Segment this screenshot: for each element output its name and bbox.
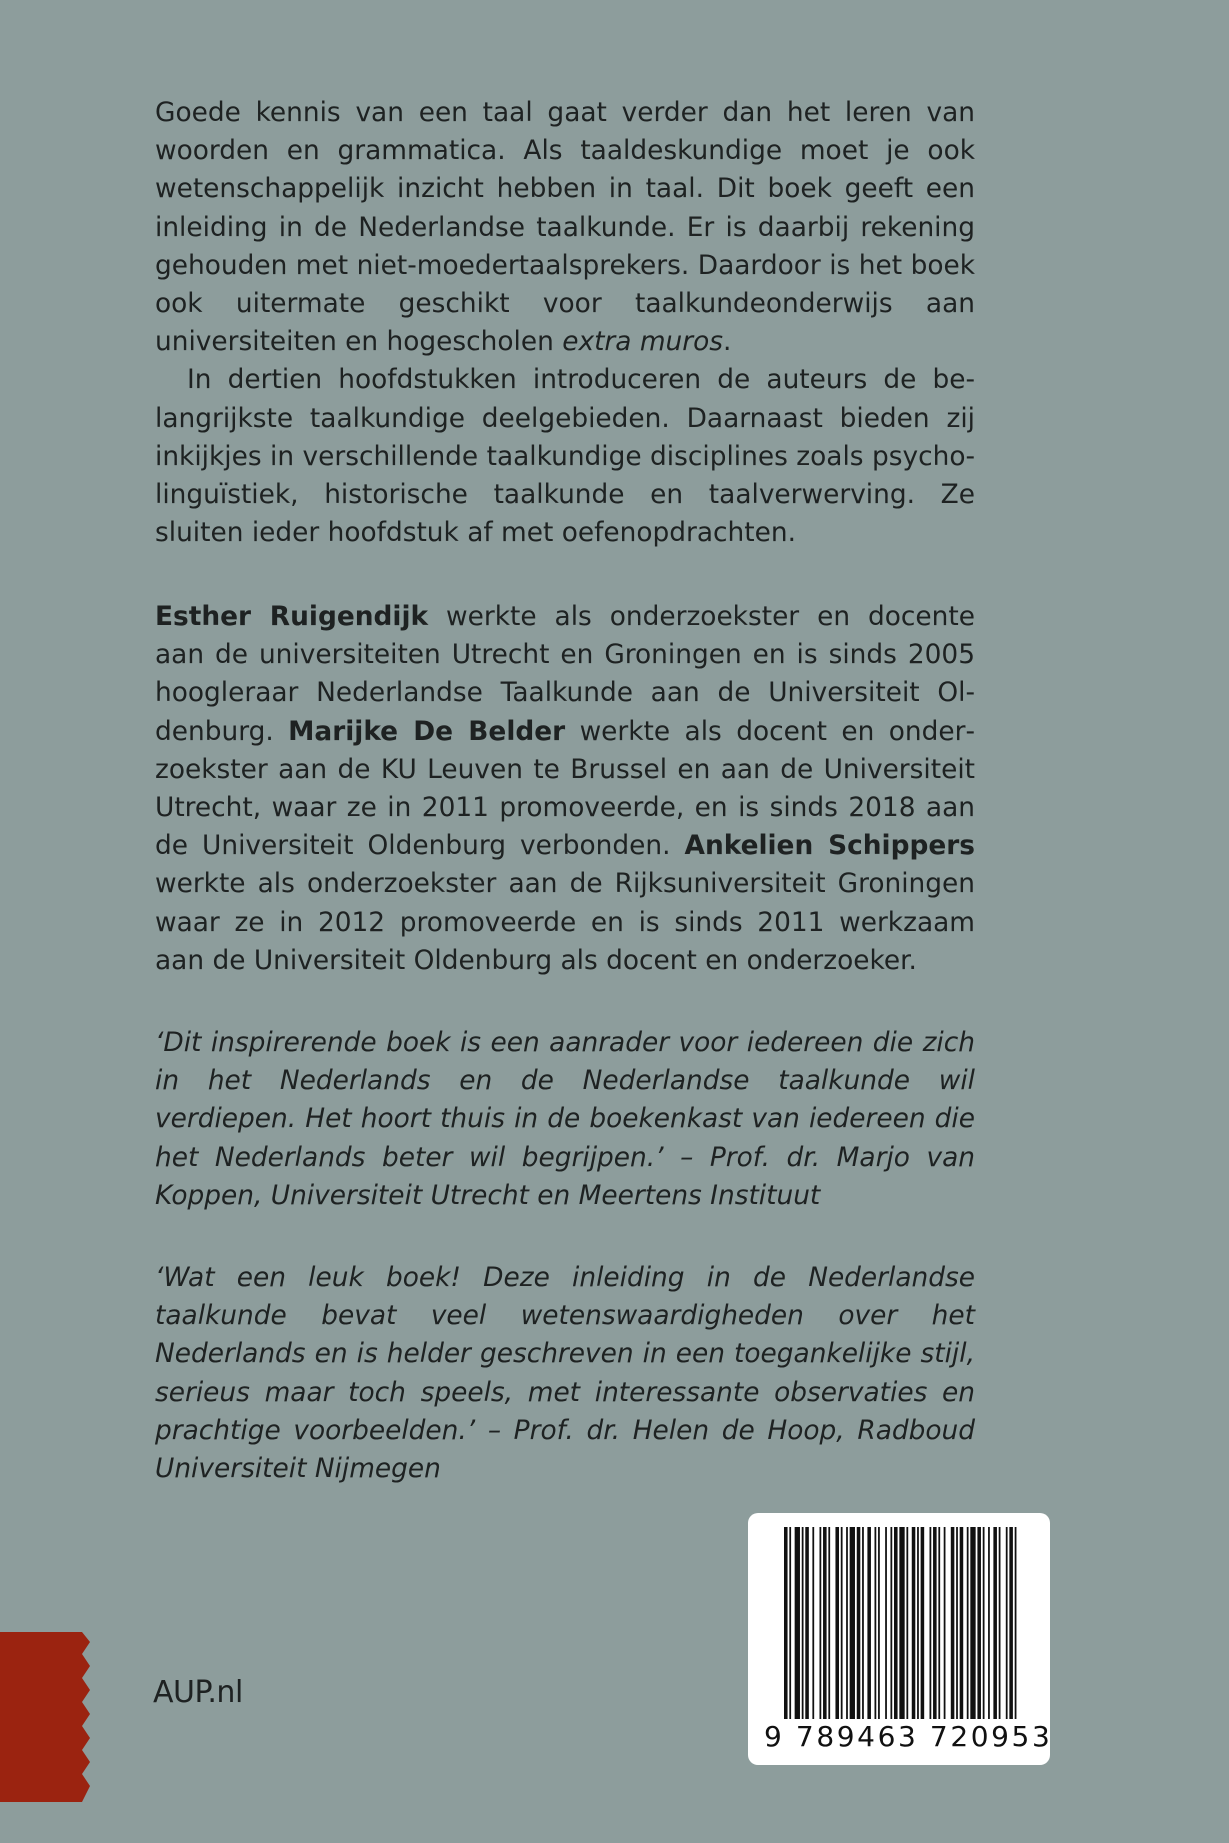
barcode-bar: [977, 1527, 981, 1719]
description-paragraph-2: In dertien hoofdstukken introduceren de auteurs de belangrijkste taalkundige deelgebieden. Daarnaast bieden zij inkijkjes in verschillende taalkundige disciplines zoals psycholinguïstiek, historische taalkunde en taalverwerving. Ze sluiten ieder hoofdstuk af met oefenopdrachten.: [155, 364, 975, 549]
description-paragraph-1-end: .: [723, 326, 732, 358]
barcode-bar: [819, 1527, 821, 1719]
isbn-barcode: [748, 1513, 1053, 1765]
barcode-bar: [789, 1527, 791, 1719]
book-description: [155, 94, 975, 552]
barcode-bar: [960, 1527, 964, 1719]
barcode-bar: [930, 1527, 932, 1719]
description-paragraph-1-italic: extra muros: [562, 326, 724, 358]
review-quote-text: ‘Dit inspirerende boek is een aanrader voor iedereen die zich in het Nederlands en de Nederlandse taalkunde wil verdiepen. Het hoort thuis in de boekenkast van iedereen die het Nederlands beter wil begrijpen.’ – Prof. dr. Marjo van Koppen, Universiteit Utrecht en Meertens Instituut: [155, 1027, 975, 1211]
barcode-bar: [841, 1527, 843, 1719]
author-bios: [155, 598, 975, 980]
review-quote: [155, 1259, 975, 1488]
barcode-icon: [784, 1527, 1020, 1719]
barcode-bar: [828, 1527, 830, 1719]
barcode-bar: [1015, 1527, 1017, 1719]
barcode-bar: [899, 1527, 904, 1719]
barcode-bar: [802, 1527, 804, 1719]
author-bio-3: werkte als onderzoekster aan de Rijksuniversiteit Groningen waar ze in 2012 promoveerde en is sinds 2011 werkzaam aan de Universiteit Oldenburg als docent en onderzoeker.: [155, 868, 975, 976]
barcode-bar: [1009, 1527, 1013, 1719]
author-name-1: Esther Ruigendijk: [155, 601, 429, 632]
barcode-bar: [784, 1527, 788, 1719]
barcode-bar: [835, 1527, 839, 1719]
barcode-bar: [862, 1527, 864, 1719]
barcode-bar: [983, 1527, 985, 1719]
barcode-bar: [938, 1527, 940, 1719]
barcode-bar: [956, 1527, 958, 1719]
barcode-bar: [988, 1527, 990, 1719]
barcode-bar: [944, 1527, 946, 1719]
description-paragraph-1-text: Goede kennis van een taal gaat verder dan het leren van woorden en grammatica. Als taaldeskundige moet je ook wetenschappelijk inzicht hebben in taal. Dit boek geeft een inleiding in de Nederlandse taalkunde. Er is daarbij rekening gehouden met niet-moedertaalsprekers. Daardoor is het boek ook uitermate geschikt voor taalkundeonderwijs aan universiteiten en hogescholen: [155, 97, 975, 358]
barcode-bar: [967, 1527, 969, 1719]
author-name-2: Marijke De Belder: [288, 715, 566, 747]
barcode-bar: [805, 1527, 809, 1719]
author-bios-paragraph: [155, 598, 975, 980]
publisher-mark-shape: [0, 1632, 90, 1802]
barcode-bar: [878, 1527, 880, 1719]
barcode-bar: [906, 1527, 908, 1719]
publisher-logo-icon: [0, 1632, 94, 1802]
barcode-bar: [795, 1527, 800, 1719]
barcode-bar: [885, 1527, 887, 1719]
barcode-bar: [999, 1527, 1001, 1719]
description-paragraph-1: [155, 94, 975, 361]
author-bio-1: werkte als onderzoekster en docente aan de universiteiten Utrecht en Groningen en is sinds 2005 hoogleraar Nederlandse Taalkunde aan de Universiteit Oldenburg.: [155, 601, 975, 747]
barcode-bar: [890, 1527, 892, 1719]
review-quote: [155, 1024, 975, 1215]
barcode-bar: [912, 1527, 916, 1719]
barcode-bar: [846, 1527, 848, 1719]
author-bio-2: werkte als docent en onderzoekster aan de KU Leuven te Brussel en aan de Universiteit Utrecht, waar ze in 2011 promoveerde, en is sinds 2018 aan de Universiteit Oldenburg verbonden.: [155, 715, 975, 862]
barcode-bar: [933, 1527, 937, 1719]
barcode-bar: [970, 1527, 975, 1719]
barcode-bar: [857, 1527, 861, 1719]
barcode-bar: [850, 1527, 855, 1719]
review-quote-text: ‘Wat een leuk boek! Deze inleiding in de Nederlandse taalkunde bevat veel wetenswaardigheden over het Nederlands en is helder geschreven in een toegankelijke stijl, serieus maar toch speels, met interessante observaties en prachtige voorbeelden.’ – Prof. dr. Helen de Hoop, Radboud Universiteit Nijmegen: [155, 1262, 975, 1485]
barcode-bar: [894, 1527, 898, 1719]
barcode-bar: [1006, 1527, 1008, 1719]
barcode-bar: [823, 1527, 827, 1719]
barcode-bar: [812, 1527, 814, 1719]
barcode-bar: [951, 1527, 955, 1719]
barcode-bar: [917, 1527, 919, 1719]
barcode-bar: [921, 1527, 925, 1719]
barcode-bar: [867, 1527, 871, 1719]
publisher-url: AUP.nl: [153, 1675, 243, 1710]
barcode-bar: [993, 1527, 997, 1719]
barcode-bar: [874, 1527, 876, 1719]
author-name-3: Ankelien Schippers: [684, 830, 975, 862]
isbn-digits: 9 789463 720953: [764, 1720, 1053, 1753]
